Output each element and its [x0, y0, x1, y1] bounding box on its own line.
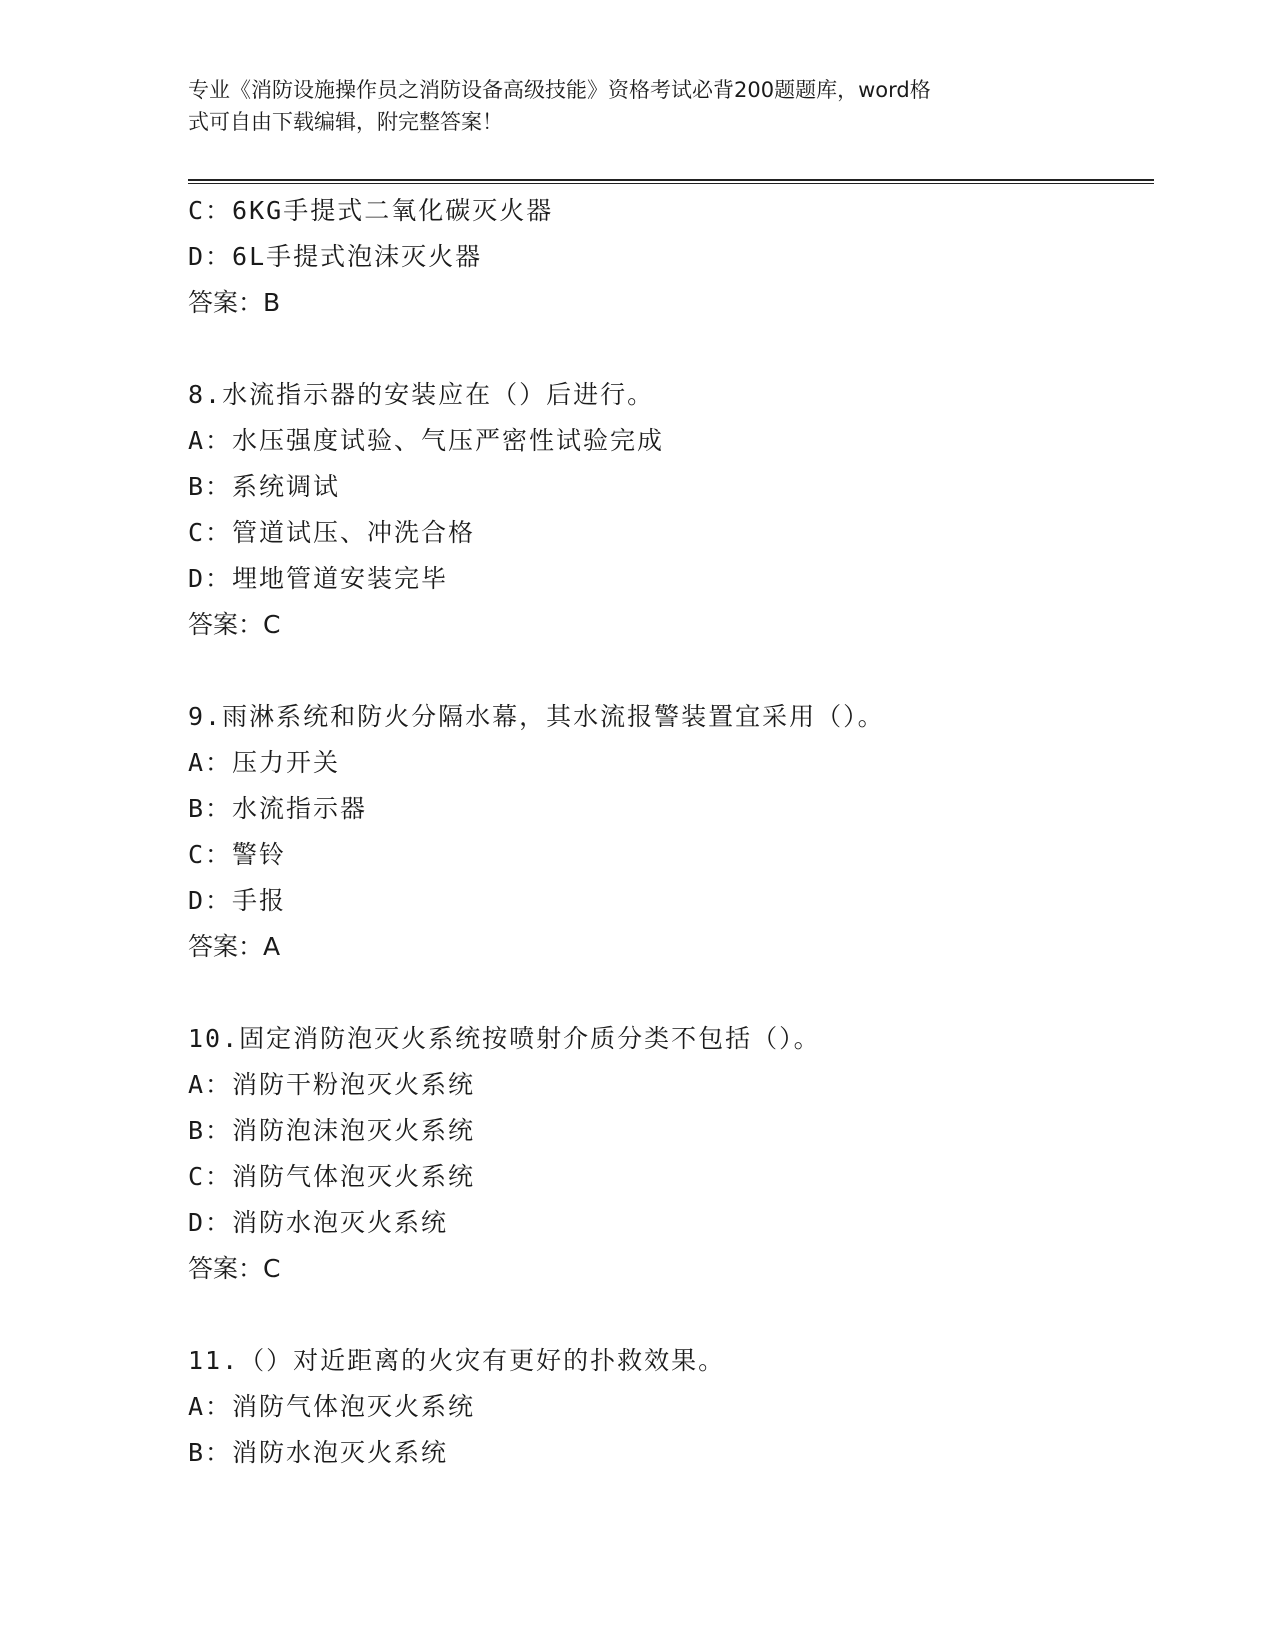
option-c: C：6KG手提式二氧化碳灭火器 [188, 196, 554, 225]
option-b: B：水流指示器 [188, 794, 368, 823]
answer-line: 答案：A [188, 932, 281, 961]
option-d: D：手报 [188, 886, 287, 915]
document-header [188, 74, 1068, 138]
spacer [188, 326, 1154, 372]
spacer [188, 1292, 1154, 1338]
spacer [188, 970, 1154, 1016]
question-block-8 [188, 372, 1154, 648]
question-block-11 [188, 1338, 1154, 1476]
option-c: C：警铃 [188, 840, 287, 869]
option-a: A：消防干粉泡灭火系统 [188, 1070, 476, 1099]
option-a: A：水压强度试验、气压严密性试验完成 [188, 426, 665, 455]
option-b: B：系统调试 [188, 472, 341, 501]
question-block-9 [188, 694, 1154, 970]
question-stem: 9.雨淋系统和防火分隔水幕，其水流报警装置宜采用（）。 [188, 702, 885, 731]
option-b: B：消防水泡灭火系统 [188, 1438, 449, 1467]
option-c: C：管道试压、冲洗合格 [188, 518, 476, 547]
question-stem: 11.（）对近距离的火灾有更好的扑救效果。 [188, 1346, 726, 1375]
answer-line: 答案：C [188, 610, 281, 639]
header-line-1: 专业《消防设施操作员之消防设备高级技能》资格考试必背200题题库，word格 [188, 78, 931, 102]
option-a: A：压力开关 [188, 748, 341, 777]
option-b: B：消防泡沫泡灭火系统 [188, 1116, 476, 1145]
question-list [188, 188, 1154, 1476]
spacer [188, 648, 1154, 694]
question-block-previous [188, 188, 1154, 326]
question-stem: 10.固定消防泡灭火系统按喷射介质分类不包括（）。 [188, 1024, 821, 1053]
question-stem: 8.水流指示器的安装应在（）后进行。 [188, 380, 655, 409]
answer-line: 答案：C [188, 1254, 281, 1283]
header-line-2: 式可自由下载编辑，附完整答案！ [188, 110, 503, 134]
answer-line: 答案：B [188, 288, 281, 317]
option-c: C：消防气体泡灭火系统 [188, 1162, 476, 1191]
option-d: D：埋地管道安装完毕 [188, 564, 449, 593]
option-a: A：消防气体泡灭火系统 [188, 1392, 476, 1421]
option-d: D：消防水泡灭火系统 [188, 1208, 449, 1237]
header-divider [188, 179, 1154, 184]
option-d: D：6L手提式泡沫灭火器 [188, 242, 483, 271]
question-block-10 [188, 1016, 1154, 1292]
